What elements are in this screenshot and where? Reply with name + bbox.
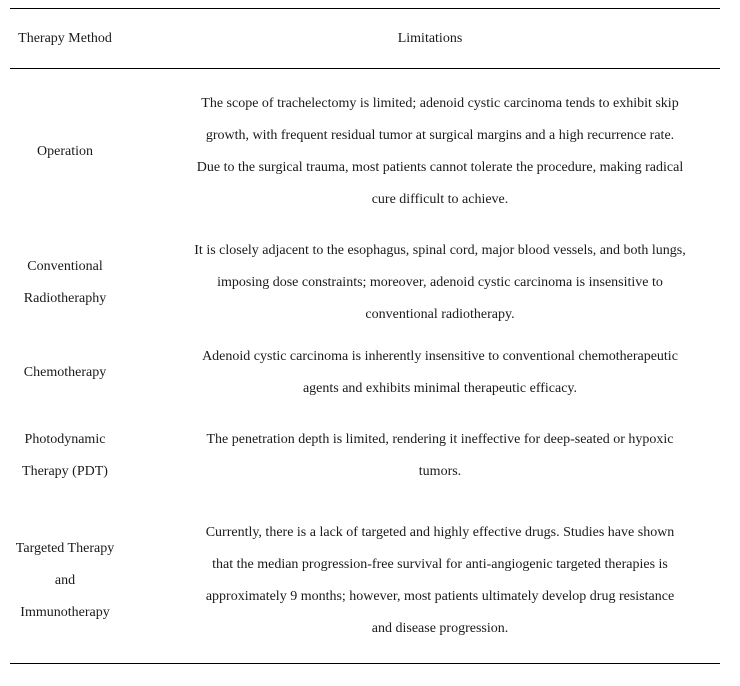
method-line: Operation — [37, 143, 93, 159]
limitation-line: Adenoid cystic carcinoma is inherently insensitive to conventional chemotherapeutic — [202, 348, 678, 364]
method-line: and — [54, 572, 76, 588]
limitation-line: Due to the surgical trauma, most patients cannot tolerate the procedure, making radical — [196, 159, 684, 175]
therapy-method-cell — [10, 136, 120, 168]
therapy-method-cell — [10, 533, 120, 629]
limitation-line: and disease progression. — [371, 620, 509, 636]
method-line: Conventional — [27, 259, 103, 274]
method-line: Chemotherapy — [23, 364, 107, 380]
table-header-row — [10, 9, 720, 68]
limitation-cell — [120, 235, 720, 331]
table-row — [10, 413, 720, 498]
limitation-line: The scope of trachelectomy is limited; adenoid cystic carcinoma tends to exhibit skip — [201, 95, 679, 111]
therapy-method-cell — [10, 251, 120, 315]
limitation-line: tumors. — [418, 463, 462, 479]
table-row — [10, 69, 720, 234]
limitation-line: cure difficult to achieve. — [371, 191, 509, 207]
method-line: Therapy (PDT) — [22, 463, 108, 479]
header-limitations: Limitations — [397, 30, 463, 46]
limitation-line: agents and exhibits minimal therapeutic efficacy. — [302, 380, 578, 396]
limitation-cell — [120, 517, 720, 645]
limitation-cell — [120, 424, 720, 488]
method-line: Targeted Therapy — [15, 540, 115, 556]
limitation-line: conventional radiotherapy. — [365, 307, 515, 322]
header-therapy-method: Therapy Method — [18, 30, 112, 46]
limitation-line: growth, with frequent residual tumor at surgical margins and a high recurrence rate. — [205, 127, 675, 143]
limitation-line: Currently, there is a lack of targeted and highly effective drugs. Studies have shown — [205, 524, 675, 540]
limitation-cell — [120, 341, 720, 405]
method-line: Immunotherapy — [20, 604, 110, 620]
table-row — [10, 332, 720, 413]
method-line: Radiotheraphy — [23, 291, 107, 306]
table-row — [10, 234, 720, 332]
limitation-line: It is closely adjacent to the esophagus, spinal cord, major blood vessels, and both lungs, — [194, 243, 686, 258]
limitation-line: The penetration depth is limited, rendering it ineffective for deep-seated or hypoxic — [206, 431, 674, 447]
table-bottom-rule — [10, 663, 720, 664]
limitation-line: imposing dose constraints; moreover, adenoid cystic carcinoma is insensitive to — [217, 275, 663, 290]
therapy-method-cell — [10, 357, 120, 389]
therapy-method-cell — [10, 424, 120, 488]
therapy-limitations-table — [10, 8, 720, 664]
limitation-line: that the median progression-free survival for anti-angiogenic targeted therapies is — [212, 556, 668, 572]
limitation-line: approximately 9 months; however, most patients ultimately develop drug resistance — [205, 588, 675, 604]
table-row — [10, 498, 720, 663]
limitation-cell — [120, 88, 720, 216]
method-line: Photodynamic — [24, 431, 106, 447]
